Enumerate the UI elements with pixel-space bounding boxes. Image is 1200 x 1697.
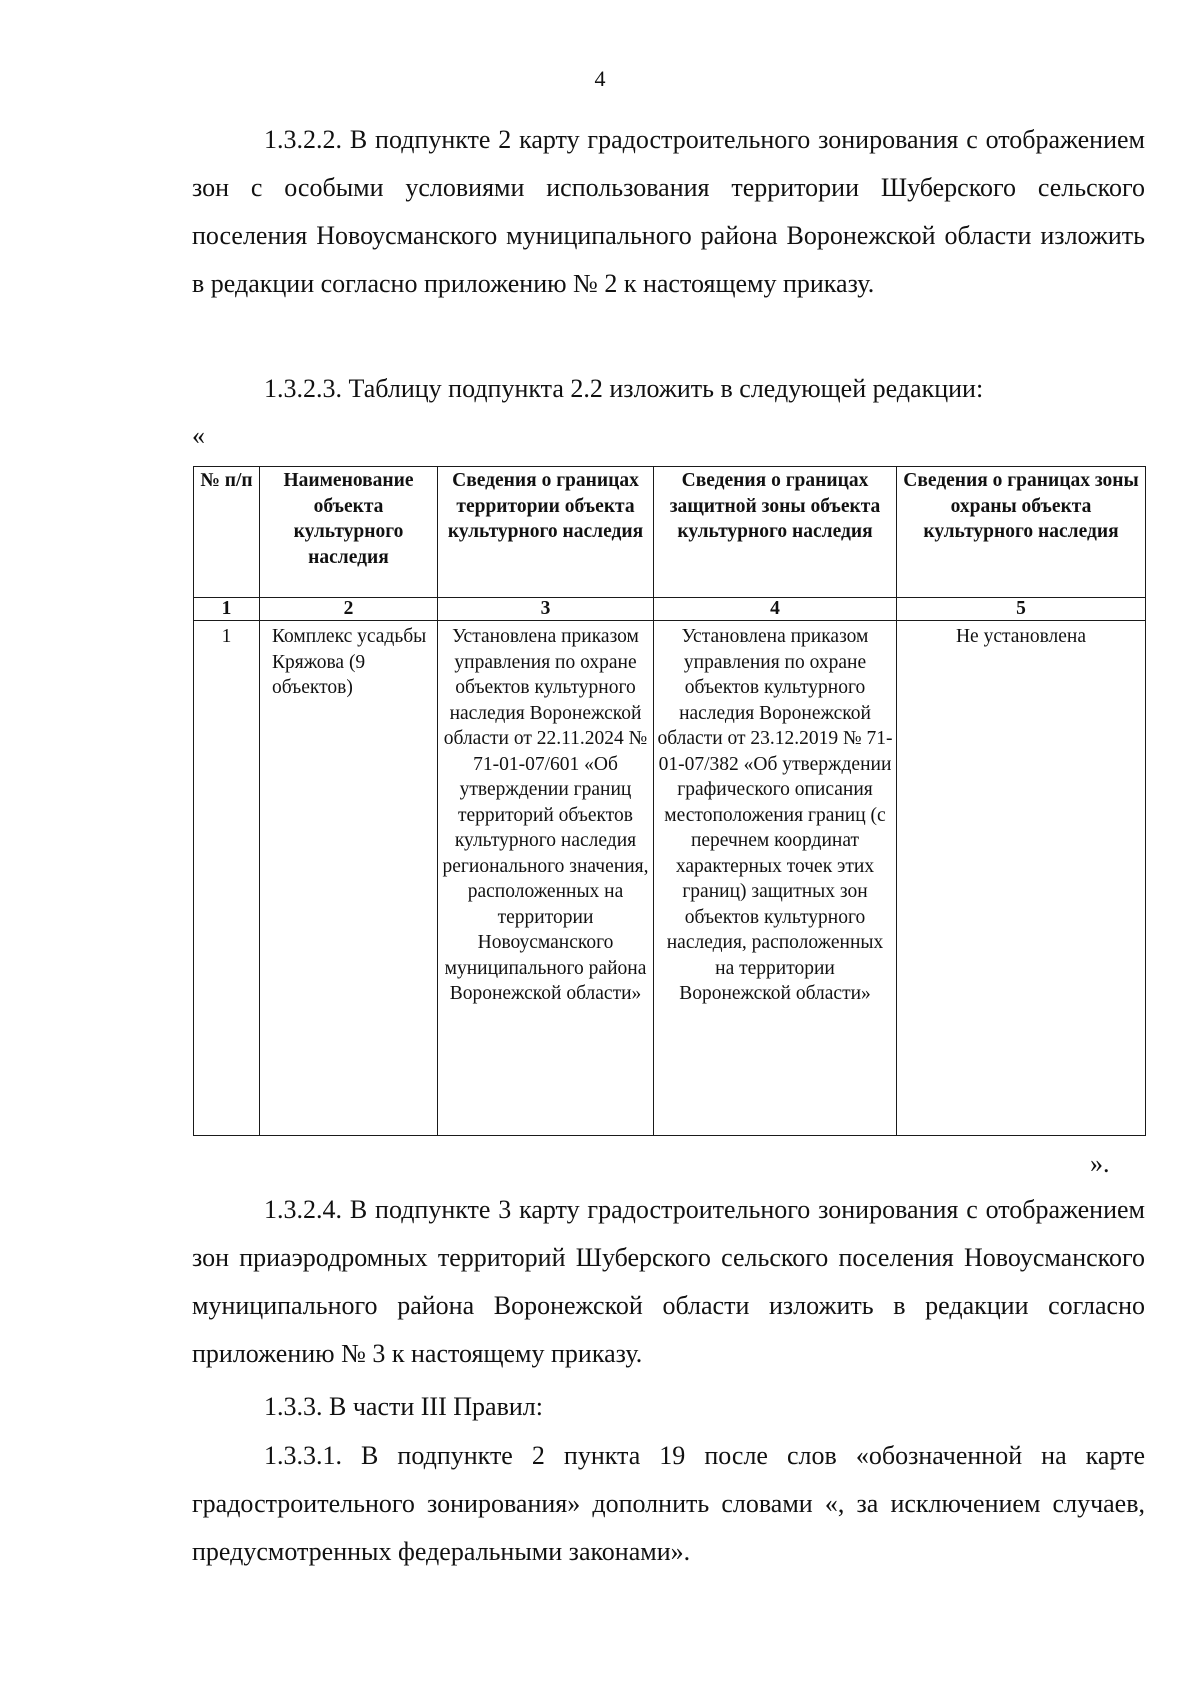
cell-protective-zone-boundaries: Установлена приказом управления по охране объектов культурного наследия Воронежской области от 23.12.2019 № 71-01-07/382 «Об утверждении графического описания местоположения границ (с перечнем координат характерных точек этих границ) защитных зон объектов культурного наследия, расположенных на территории Воронежской области» — [654, 621, 897, 1136]
cell-num: 1 — [194, 621, 260, 1136]
cell-protection-zone-boundaries: Не установлена — [897, 621, 1146, 1136]
table-header-row — [194, 467, 1146, 598]
cultural-heritage-table — [193, 466, 1146, 1136]
column-number: 2 — [260, 598, 438, 621]
closing-quote: ». — [1090, 1149, 1110, 1178]
column-number: 1 — [194, 598, 260, 621]
page-number: 4 — [594, 66, 606, 91]
paragraph-1-3-2-4: 1.3.2.4. В подпункте 3 карту градостроительного зонирования с отображением зон приаэродромных территорий Шуберского сельского поселения Новоусманского муниципального района Воронежской области изложить в редакции согласно приложению № 3 к настоящему приказу. — [192, 1195, 1145, 1368]
cell-object-name: Комплекс усадьбы Кряжова (9 объектов) — [260, 621, 438, 1136]
paragraph-1-3-2-3: 1.3.2.3. Таблицу подпункта 2.2 изложить в следующей редакции: — [264, 374, 984, 403]
cell-territory-boundaries: Установлена приказом управления по охране объектов культурного наследия Воронежской области от 22.11.2024 № 71-01-07/601 «Об утверждении границ территорий объектов культурного наследия регионального значения, расположенных на территории Новоусманского муниципального района Воронежской области» — [438, 621, 654, 1136]
header-object-name: Наименование объекта культурного наследия — [260, 467, 438, 598]
header-protection-zone-boundaries: Сведения о границах зоны охраны объекта культурного наследия — [897, 467, 1146, 598]
table-row — [194, 621, 1146, 1136]
header-num: № п/п — [194, 467, 260, 598]
opening-quote: « — [192, 421, 205, 450]
header-protective-zone-boundaries: Сведения о границах защитной зоны объекта культурного наследия — [654, 467, 897, 598]
column-number: 4 — [654, 598, 897, 621]
header-territory-boundaries: Сведения о границах территории объекта культурного наследия — [438, 467, 654, 598]
paragraph-1-3-3: 1.3.3. В части III Правил: — [264, 1392, 543, 1421]
paragraph-1-3-3-1: 1.3.3.1. В подпункте 2 пункта 19 после слов «обозначенной на карте градостроительного зонирования» дополнить словами «, за исключением случаев, предусмотренных федеральными законами». — [192, 1441, 1145, 1566]
column-number: 3 — [438, 598, 654, 621]
column-number: 5 — [897, 598, 1146, 621]
paragraph-1-3-2-2: 1.3.2.2. В подпункте 2 карту градостроительного зонирования с отображением зон с особыми условиями использования территории Шуберского сельского поселения Новоусманского муниципального района Воронежской области изложить в редакции согласно приложению № 2 к настоящему приказу. — [192, 125, 1145, 298]
table-column-numbers-row — [194, 598, 1146, 621]
